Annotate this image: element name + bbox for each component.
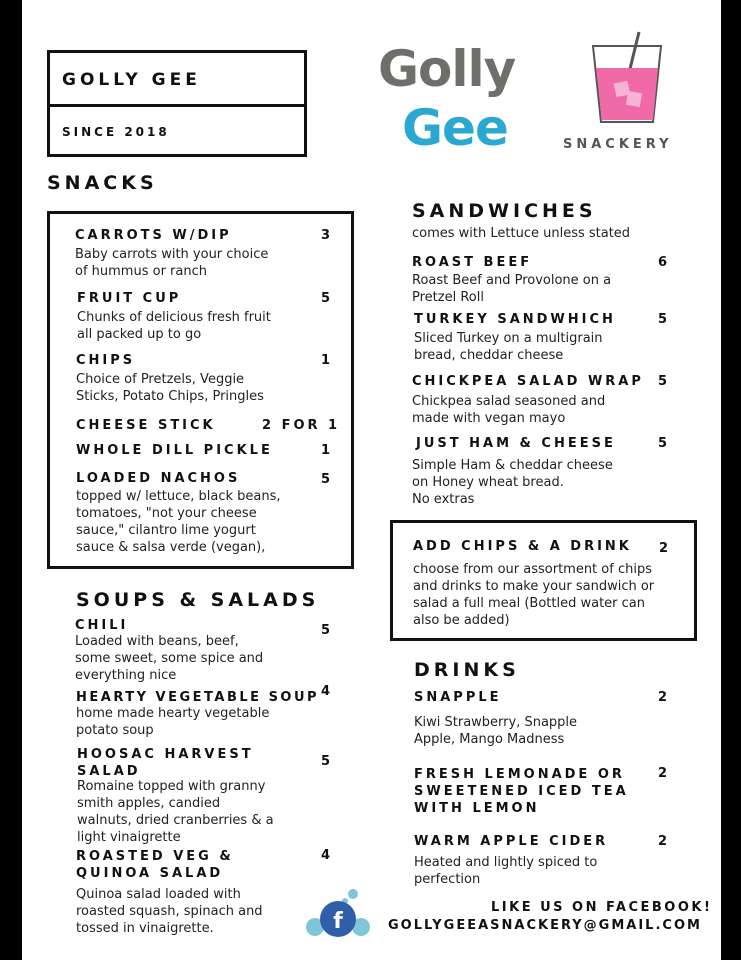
addon-name: ADD CHIPS & A DRINK xyxy=(413,539,632,554)
sandwich-price: 6 xyxy=(658,255,668,270)
logo-snackery: SNACKERY xyxy=(563,137,673,152)
snack-desc: Baby carrots with your choice of hummus or ranch xyxy=(75,247,269,279)
sandwich-name: TURKEY SANDWHICH xyxy=(414,312,616,327)
footer-facebook: LIKE US ON FACEBOOK! xyxy=(491,900,713,915)
brand-since: SINCE 2018 xyxy=(62,125,170,139)
snack-name: CARROTS W/DIP xyxy=(75,228,232,243)
soup-desc: home made hearty vegetable potato soup xyxy=(76,706,270,738)
drink-desc: Heated and lightly spiced to perfection xyxy=(414,855,598,887)
svg-text:f: f xyxy=(333,909,343,934)
soup-name: HEARTY VEGETABLE SOUP xyxy=(76,690,320,705)
snack-desc: topped w/ lettuce, black beans, tomatoes, "not your cheese sauce," cilantro lime yogurt sauce & salsa verde (vegan), xyxy=(76,489,281,555)
soup-name: CHILI xyxy=(75,618,129,633)
sandwich-desc: Simple Ham & cheddar cheese on Honey wheat bread. No extras xyxy=(412,458,613,507)
menu-page xyxy=(22,0,721,960)
sandwich-desc: Roast Beef and Provolone on a Pretzel Roll xyxy=(412,273,612,305)
snack-desc: Choice of Pretzels, Veggie Sticks, Potato Chips, Pringles xyxy=(76,372,264,404)
drink-price: 2 xyxy=(658,834,668,849)
snack-name: FRUIT CUP xyxy=(77,291,182,306)
drink-desc: Kiwi Strawberry, Snapple Apple, Mango Madness xyxy=(414,715,578,747)
sandwich-price: 5 xyxy=(658,312,668,327)
facebook-icon[interactable] xyxy=(305,887,371,947)
sandwich-name: ROAST BEEF xyxy=(412,255,533,270)
soup-name: ROASTED VEG & QUINOA SALAD xyxy=(76,849,234,881)
sandwich-desc: Sliced Turkey on a multigrain bread, cheddar cheese xyxy=(414,331,603,363)
drink-name: FRESH LEMONADE OR SWEETENED ICED TEA WITH LEMON xyxy=(414,767,629,816)
addon-box xyxy=(390,520,697,641)
snack-price: 2 FOR 1 xyxy=(262,418,341,433)
addon-desc: choose from our assortment of chips and drinks to make your sandwich or salad a full meal (Bottled water can also be added) xyxy=(413,562,655,628)
snack-name: CHIPS xyxy=(76,353,136,368)
snack-price: 5 xyxy=(321,472,331,487)
brand-name: GOLLY GEE xyxy=(62,70,201,90)
sandwich-name: CHICKPEA SALAD WRAP xyxy=(412,374,644,389)
drink-price: 2 xyxy=(658,766,668,781)
soup-price: 5 xyxy=(321,623,331,638)
soup-price: 4 xyxy=(321,848,331,863)
drinks-title: DRINKS xyxy=(414,659,520,681)
soup-desc: Romaine topped with granny smith apples, candied walnuts, dried cranberries & a light vinaigrette xyxy=(77,779,274,845)
sandwich-desc: Chickpea salad seasoned and made with vegan mayo xyxy=(412,394,606,426)
snack-desc: Chunks of delicious fresh fruit all packed up to go xyxy=(77,310,271,342)
soup-price: 5 xyxy=(321,754,331,769)
snacks-title: SNACKS xyxy=(47,172,158,194)
brand-divider xyxy=(50,104,304,107)
sandwich-price: 5 xyxy=(658,436,668,451)
snack-name: CHEESE STICK xyxy=(76,418,216,433)
drink-name: SNAPPLE xyxy=(414,690,502,705)
snack-name: LOADED NACHOS xyxy=(76,471,241,486)
logo-gee: Gee xyxy=(402,99,508,157)
sandwich-price: 5 xyxy=(658,374,668,389)
brand-box xyxy=(47,50,307,157)
snack-price: 5 xyxy=(321,291,331,306)
soups-title: SOUPS & SALADS xyxy=(76,589,320,611)
addon-price: 2 xyxy=(659,541,669,556)
glass-icon xyxy=(587,28,667,128)
snack-price: 1 xyxy=(321,443,331,458)
snack-price: 1 xyxy=(321,353,331,368)
snack-name: WHOLE DILL PICKLE xyxy=(76,443,273,458)
snack-price: 3 xyxy=(321,228,331,243)
sandwiches-subtitle: comes with Lettuce unless stated xyxy=(412,226,631,241)
soup-price: 4 xyxy=(321,684,331,699)
footer-email[interactable]: GOLLYGEEASNACKERY@GMAIL.COM xyxy=(388,918,702,933)
sandwich-name: JUST HAM & CHEESE xyxy=(416,436,616,451)
soup-name: HOOSAC HARVEST SALAD xyxy=(77,747,254,779)
drink-price: 2 xyxy=(658,690,668,705)
sandwiches-title: SANDWICHES xyxy=(412,200,597,222)
drink-name: WARM APPLE CIDER xyxy=(414,834,609,849)
soup-desc: Loaded with beans, beef, some sweet, some spice and everything nice xyxy=(75,634,264,683)
soup-desc: Quinoa salad loaded with roasted squash, spinach and tossed in vinaigrette. xyxy=(76,887,263,936)
logo-golly: Golly xyxy=(378,40,516,98)
